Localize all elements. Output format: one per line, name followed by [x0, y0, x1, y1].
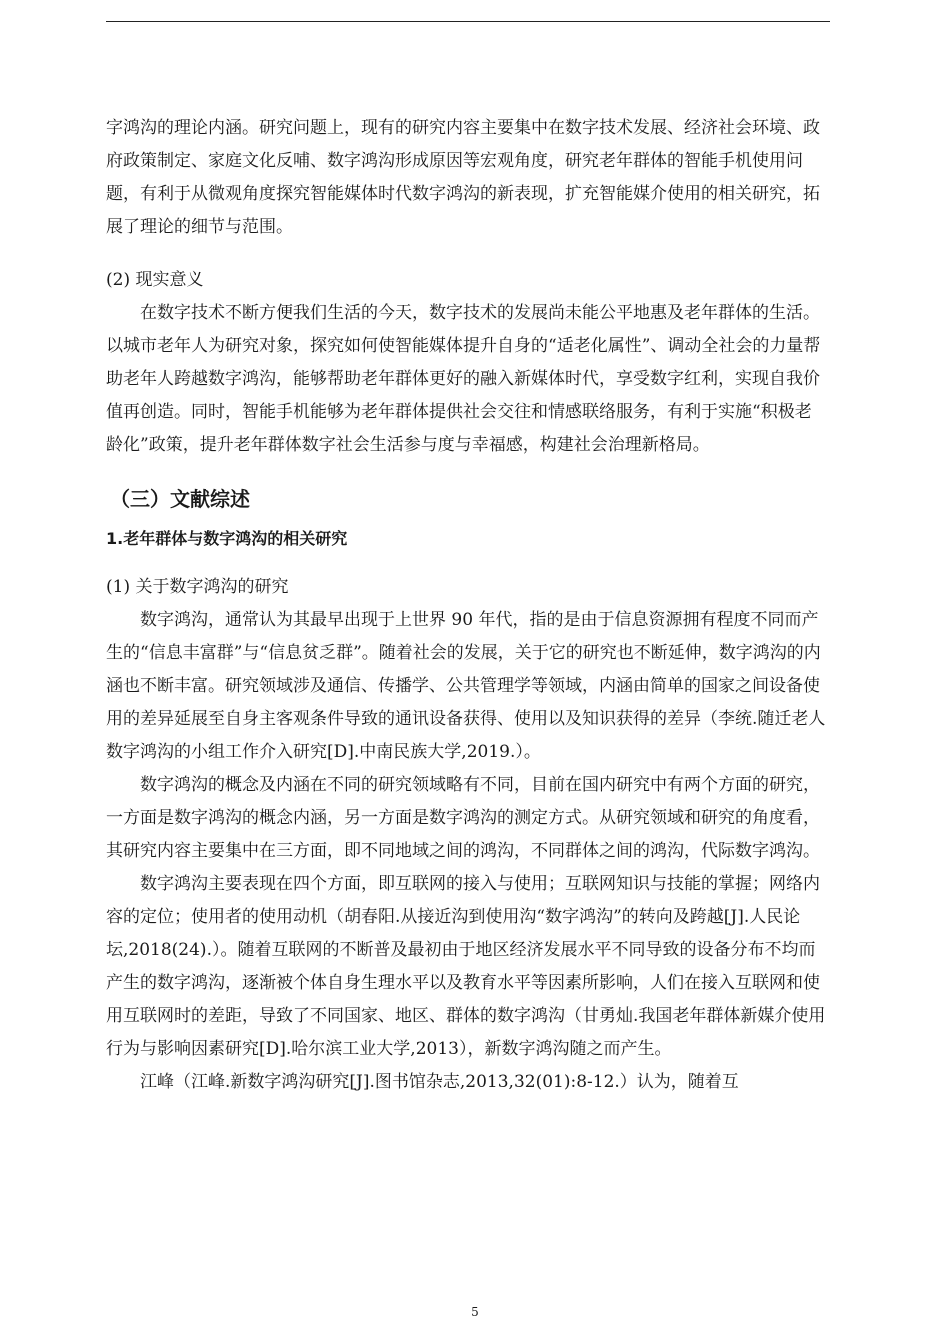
header-rule [106, 21, 830, 22]
paragraph-digital-divide-1: 数字鸿沟，通常认为其最早出现于上世界 90 年代，指的是由于信息资源拥有程度不同而产生的“信息丰富群”与“信息贫乏群”。随着社会的发展，关于它的研究也不断延伸，数字鸿沟的内涵也不断丰富。研究领域涉及通信、传播学、公共管理学等领域，内涵由简单的国家之间设备使用的差异延展至自身主客观条件导致的通讯设备获得、使用以及知识获得的差异（李统.随迁老人数字鸿沟的小组工作介入研究[D].中南民族大学,2019.）。 [106, 610, 826, 762]
page-body [106, 112, 826, 1099]
subheading-practical-significance: (2) 现实意义 [106, 270, 204, 290]
paragraph-digital-divide-3: 数字鸿沟主要表现在四个方面，即互联网的接入与使用；互联网知识与技能的掌握；网络内容的定位；使用者的使用动机（胡春阳.从接近沟到使用沟“数字鸿沟”的转向及跨越[J].人民论坛,2018(24).）。随着互联网的不断普及最初由于地区经济发展水平不同导致的设备分布不均而产生的数字鸿沟，逐渐被个体自身生理水平以及教育水平等因素所影响，人们在接入互联网和使用互联网时的差距，导致了不同国家、地区、群体的数字鸿沟（甘勇灿.我国老年群体新媒介使用行为与影响因素研究[D].哈尔滨工业大学,2013），新数字鸿沟随之而产生。 [106, 874, 826, 1059]
section-heading-literature-review: （三）文献综述 [110, 487, 250, 511]
paragraph-digital-divide-2: 数字鸿沟的概念及内涵在不同的研究领域略有不同，目前在国内研究中有两个方面的研究，一方面是数字鸿沟的概念内涵，另一方面是数字鸿沟的测定方式。从研究领域和研究的角度看，其研究内容主要集中在三方面，即不同地域之间的鸿沟，不同群体之间的鸿沟，代际数字鸿沟。 [106, 775, 820, 861]
subsection-heading-elderly-digital-divide: 1.老年群体与数字鸿沟的相关研究 [106, 529, 348, 548]
subheading-digital-divide-research: (1) 关于数字鸿沟的研究 [106, 577, 289, 597]
paragraph-digital-divide-4: 江峰（江峰.新数字鸿沟研究[J].图书馆杂志,2013,32(01):8-12.）认为，随着互 [140, 1072, 739, 1092]
page-number: 5 [471, 1305, 479, 1319]
paragraph-practical: 在数字技术不断方便我们生活的今天，数字技术的发展尚未能公平地惠及老年群体的生活。以城市老年人为研究对象，探究如何使智能媒体提升自身的“适老化属性”、调动全社会的力量帮助老年人跨越数字鸿沟，能够帮助老年群体更好的融入新媒体时代，享受数字红利，实现自我价值再创造。同时，智能手机能够为老年群体提供社会交往和情感联络服务，有利于实施“积极老龄化”政策，提升老年群体数字社会生活参与度与幸福感，构建社会治理新格局。 [106, 303, 821, 455]
paragraph-intro: 字鸿沟的理论内涵。研究问题上，现有的研究内容主要集中在数字技术发展、经济社会环境、政府政策制定、家庭文化反哺、数字鸿沟形成原因等宏观角度，研究老年群体的智能手机使用问题，有利于从微观角度探究智能媒体时代数字鸿沟的新表现，扩充智能媒介使用的相关研究，拓展了理论的细节与范围。 [106, 118, 820, 237]
